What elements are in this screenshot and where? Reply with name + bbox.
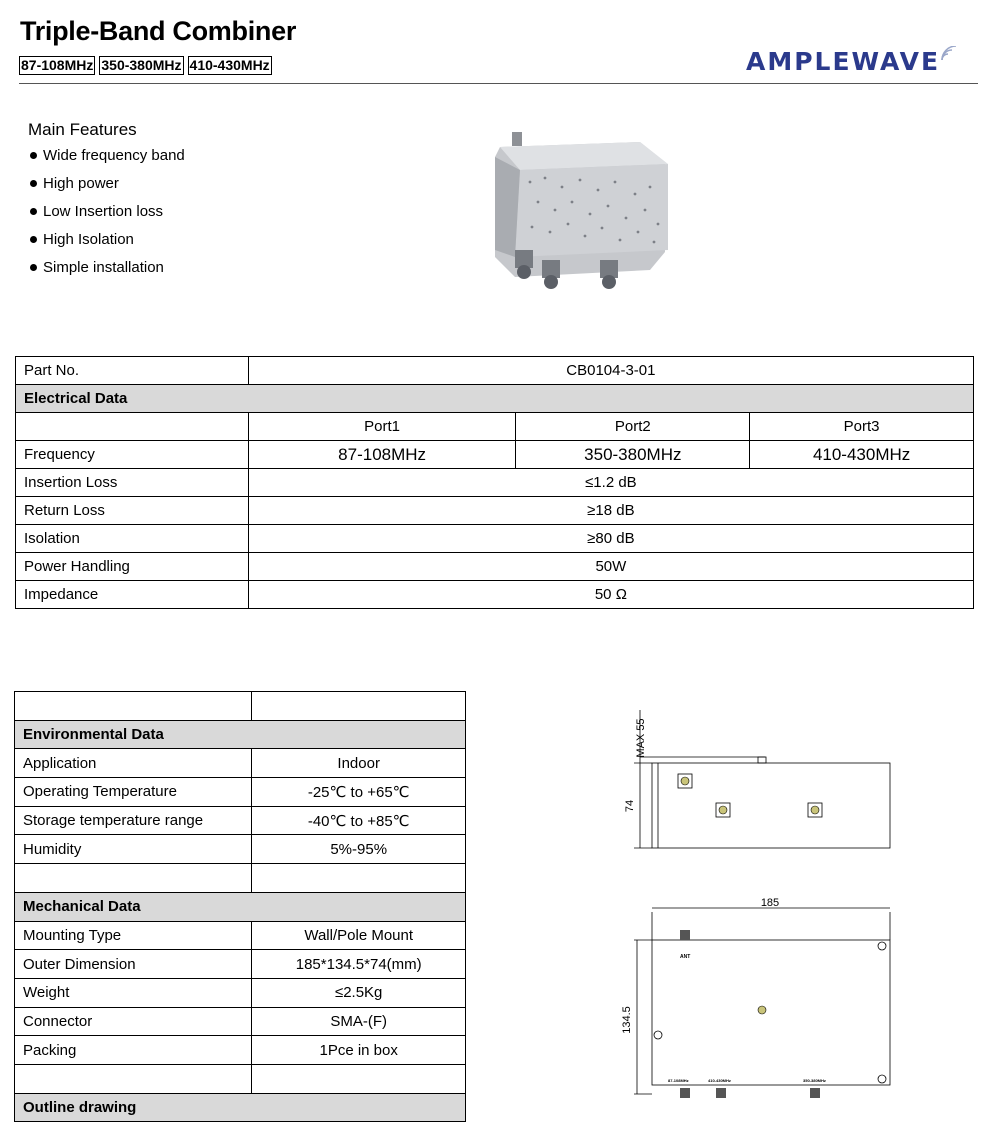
spec-label: Humidity xyxy=(15,835,252,864)
frequency-value: 350-380MHz xyxy=(516,441,750,469)
table-row xyxy=(16,357,974,385)
spec-label: Storage temperature range xyxy=(15,806,252,835)
table-row xyxy=(15,778,466,807)
spec-label: Mounting Type xyxy=(15,921,252,950)
dim-width-label: 185 xyxy=(760,897,780,909)
signal-arcs-icon xyxy=(940,46,960,62)
band-badge: 410-430MHz xyxy=(189,57,270,73)
frequency-value: 410-430MHz xyxy=(750,441,974,469)
table-row xyxy=(15,1064,466,1093)
dim-height-label: 74 xyxy=(624,799,636,813)
part-no-label: Part No. xyxy=(16,357,249,385)
empty-cell xyxy=(252,692,466,721)
feature-item: Wide frequency band xyxy=(28,146,185,174)
spec-value: 50W xyxy=(248,553,973,581)
page-title: Triple-Band Combiner xyxy=(20,16,297,46)
section-header xyxy=(15,1093,466,1122)
table-row xyxy=(16,525,974,553)
environmental-section-title: Environmental Data xyxy=(15,720,466,749)
spec-value: ≤1.2 dB xyxy=(248,469,973,497)
table-row xyxy=(15,1036,466,1065)
electrical-spec-table xyxy=(15,356,974,609)
table-row xyxy=(15,864,466,893)
port-header: Port1 xyxy=(248,413,516,441)
spec-label: Operating Temperature xyxy=(15,778,252,807)
side-view xyxy=(634,710,890,848)
outline-drawing xyxy=(600,690,900,1110)
bullet-icon xyxy=(30,152,37,159)
main-features xyxy=(28,120,185,286)
table-row xyxy=(16,469,974,497)
spec-label: Return Loss xyxy=(16,497,249,525)
spec-value: 50 Ω xyxy=(248,581,973,609)
table-row xyxy=(16,553,974,581)
spec-label: Application xyxy=(15,749,252,778)
spec-label: Isolation xyxy=(16,525,249,553)
spec-value: ≥18 dB xyxy=(248,497,973,525)
table-row xyxy=(15,749,466,778)
feature-item: Low Insertion loss xyxy=(28,202,185,230)
spec-value: -25℃ to +65℃ xyxy=(252,778,466,807)
table-row xyxy=(15,950,466,979)
bullet-icon xyxy=(30,208,37,215)
table-row xyxy=(15,978,466,1007)
frequency-label: Frequency xyxy=(16,441,249,469)
spec-label: Weight xyxy=(15,978,252,1007)
mechanical-section-title: Mechanical Data xyxy=(15,892,466,921)
header-divider xyxy=(19,83,978,84)
spec-label: Packing xyxy=(15,1036,252,1065)
spec-value: Wall/Pole Mount xyxy=(252,921,466,950)
feature-item: High Isolation xyxy=(28,230,185,258)
table-row xyxy=(16,497,974,525)
spec-value: SMA-(F) xyxy=(252,1007,466,1036)
section-header xyxy=(15,720,466,749)
port-label-ant: ANT xyxy=(680,954,691,960)
empty-cell xyxy=(252,1064,466,1093)
empty-cell xyxy=(16,413,249,441)
electrical-section-title: Electrical Data xyxy=(16,385,974,413)
environmental-mechanical-table xyxy=(14,691,466,1122)
frequency-value: 87-108MHz xyxy=(248,441,516,469)
top-view xyxy=(634,908,890,1094)
spec-value: 1Pce in box xyxy=(252,1036,466,1065)
spec-label: Outer Dimension xyxy=(15,950,252,979)
spec-value: ≤2.5Kg xyxy=(252,978,466,1007)
band-badge: 87-108MHz xyxy=(21,57,94,73)
spec-value: ≥80 dB xyxy=(248,525,973,553)
bullet-icon xyxy=(30,180,37,187)
dim-depth-label: 134.5 xyxy=(621,1006,633,1034)
table-row xyxy=(15,1007,466,1036)
table-row xyxy=(15,921,466,950)
table-row xyxy=(16,441,974,469)
bullet-icon xyxy=(30,264,37,271)
band-badge: 350-380MHz xyxy=(101,57,182,73)
empty-cell xyxy=(252,864,466,893)
feature-item: Simple installation xyxy=(28,258,185,286)
feature-item: High power xyxy=(28,174,185,202)
spec-value: 5%-95% xyxy=(252,835,466,864)
bullet-icon xyxy=(30,236,37,243)
features-heading: Main Features xyxy=(28,120,137,139)
table-row xyxy=(16,581,974,609)
spec-label: Insertion Loss xyxy=(16,469,249,497)
part-no-value: CB0104-3-01 xyxy=(248,357,973,385)
empty-cell xyxy=(15,692,252,721)
spec-label: Connector xyxy=(15,1007,252,1036)
table-row xyxy=(15,692,466,721)
outline-section-title: Outline drawing xyxy=(15,1093,466,1122)
band-list xyxy=(19,56,272,75)
section-header xyxy=(16,385,974,413)
dim-max-label: MAX 55 xyxy=(635,718,647,758)
spec-value: 185*134.5*74(mm) xyxy=(252,950,466,979)
table-row xyxy=(15,835,466,864)
spec-value: Indoor xyxy=(252,749,466,778)
port-label: 350-380MHz xyxy=(803,1078,826,1083)
table-row xyxy=(15,806,466,835)
empty-cell xyxy=(15,1064,252,1093)
port-header: Port3 xyxy=(750,413,974,441)
port-label: 410-430MHz xyxy=(708,1078,731,1083)
product-image xyxy=(490,132,670,292)
brand-logo: AMPLEWAVE xyxy=(746,47,941,76)
table-row xyxy=(16,413,974,441)
spec-label: Power Handling xyxy=(16,553,249,581)
port-label: 87-108MHz xyxy=(668,1078,689,1083)
spec-value: -40℃ to +85℃ xyxy=(252,806,466,835)
spec-label: Impedance xyxy=(16,581,249,609)
section-header xyxy=(15,892,466,921)
empty-cell xyxy=(15,864,252,893)
port-header: Port2 xyxy=(516,413,750,441)
